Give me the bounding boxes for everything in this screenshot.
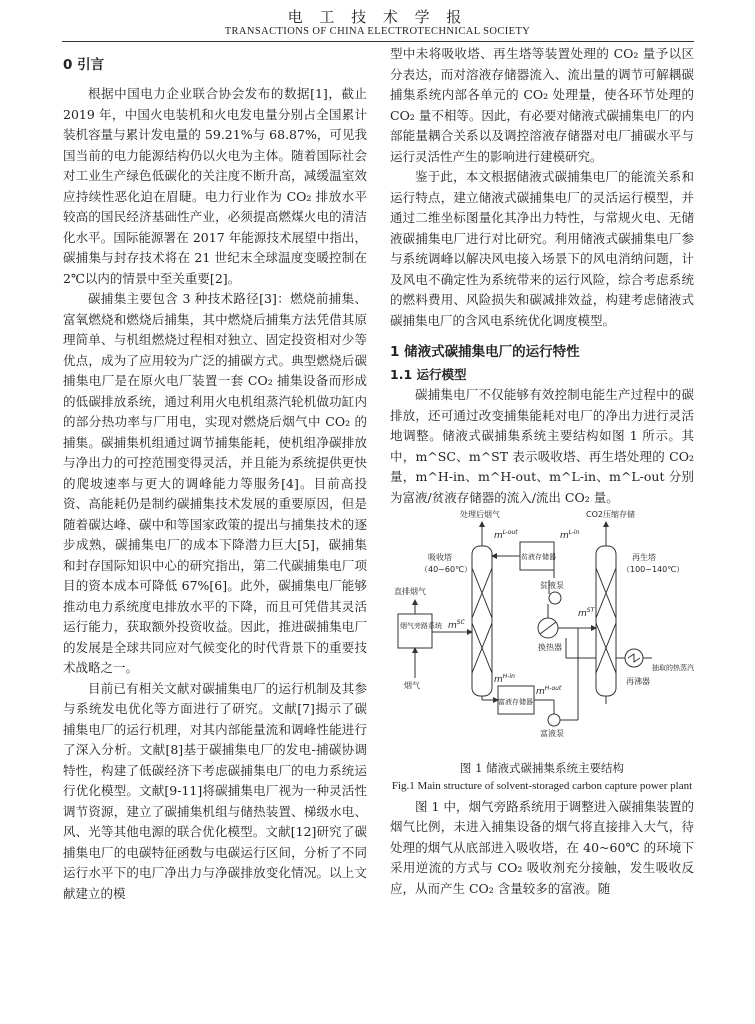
lean-pump	[549, 592, 561, 604]
journal-title-cn: 电 工 技 术 学 报	[287, 8, 468, 26]
paragraph: 型中未将吸收塔、再生塔等装置处理的 CO₂ 量予以区分表达，而对溶液存储器流入、流出量的调节可解耦碳捕集系统内部各单元的 CO₂ 处理量，使各环节处理的 CO₂ 量不相等。因此，有必要对储液式碳捕集电厂的内部能量耦合关系以及调控溶液存储器对电厂捕碳水平与运行灵活性产生的影响进行建模研究。	[390, 46, 694, 164]
paragraph: 碳捕集电厂不仅能够有效控制电能生产过程中的碳排放，还可通过改变捕集能耗对电厂的净出力进行灵活地调整。储液式碳捕集系统主要结构如图 1 所示。其中，m^SC、m^ST 表示吸收塔、再生塔处理的 CO₂ 量，m^H-in、m^H-out、m^L-in、m^L-out 分别为富液/贫液存储器的流入/流出 CO₂ 量。	[390, 387, 694, 505]
label-rich-tank: 富液存储器	[498, 698, 533, 706]
m-hout: $m^{H-out}$	[536, 685, 562, 697]
absorber-column	[472, 546, 492, 696]
figure-caption-en: Fig.1 Main structure of solvent-storaged carbon capture power plant	[391, 779, 693, 792]
paragraph: 鉴于此，本文根据储液式碳捕集电厂的能流关系和运行特点，建立储液式碳捕集电厂的灵活运行模型，并通过二维坐标图量化其净出力特性，与常规火电、无储液碳捕集电厂进行对比研究。利用储液式碳捕集电厂参与系统调峰以解决风电接入场景下的风电消纳问题，计及风电不确定性为系统带来的运行风险，综合考虑系统的燃料费用、风险损失和碳减排效益，构建考虑储液式碳捕集电厂的含风电系统优化调度模型。	[390, 169, 694, 328]
label-heat-exchanger: 换热器	[538, 643, 562, 652]
label-absorber: 吸收塔	[428, 553, 452, 562]
subsection-heading-1-1: 1.1 运行模型	[390, 367, 467, 382]
label-treated-flue: 处理后烟气	[460, 510, 500, 519]
m-sc: $m^{SC}$	[448, 619, 465, 631]
label-regenerator: 再生塔	[632, 553, 656, 562]
regenerator-column	[596, 546, 616, 696]
rich-pump	[548, 714, 560, 726]
label-reboiler: 再沸器	[626, 677, 650, 686]
paragraph: 碳捕集主要包含 3 种技术路径[3]：燃烧前捕集、富氧燃烧和燃烧后捕集，其中燃烧后捕集方法凭借其原理简单、与机组燃烧过程相对独立、固定投资相对少等优点，成为了应用较为广泛的捕碳方式。典型燃烧后碳捕集电厂是在原火电厂装置一套 CO₂ 捕集设备而形成的低碳排放系统，通过利用火电机组蒸汽轮机做功缸内的部分热功率与厂用电，实现对燃烧后烟气中 CO₂ 的捕集。碳捕集机组通过调节捕集能耗，使机组净碳排放与净出力的可控范围变得灵活，并且能为系统提供更快的爬坡速率与更大的调峰能力等服务[4]。目前高投资、高能耗仍是制约碳捕集技术发展的重要原因，但是随着碳达峰、碳中和等国家政策的提出与捕集技术的逐步成熟，碳捕集电厂的成本下降潜力巨大[5]，碳捕集和封存国际知识中心的研究指出，第二代碳捕集电厂项目的资本成本可降低 67%[6]。此外，碳捕集电厂能够推动电力系统度电排放水平的下降，而且可凭借其灵活运行能力，获取额外投资收益。因此，推进碳捕集电厂的发展是全球共同应对气候变化的时代背景下的重要技术战略之一。	[63, 291, 367, 675]
m-st: $m^{ST}$	[578, 607, 595, 619]
label-flue: 烟气	[404, 681, 420, 690]
label-lean-tank: 贫液存储器	[521, 553, 556, 561]
paragraph: 图 1 中，烟气旁路系统用于调整进入碳捕集装置的烟气比例，未进入捕集设备的烟气将直接排入大气，待处理的烟气从底部进入吸收塔，在 40~60℃ 的环境下采用逆流的方式与 CO₂ 吸收剂充分接触，发生吸收反应，从而产生 CO₂ 含量较多的富液。随	[390, 798, 694, 896]
header-rule	[62, 41, 694, 42]
section-heading-1: 1 储液式碳捕集电厂的运行特性	[390, 344, 580, 360]
label-rich-pump: 富液泵	[540, 729, 564, 738]
paragraph: 目前已有相关文献对碳捕集电厂的运行机制及其参与系统发电优化等方面进行了研究。文献[7]揭示了碳捕集电厂的运行机理，对其内部能量流和调峰性能进行了深入分析。文献[8]基于碳捕集电厂的发电-捕碳协调特性，构建了低碳经济下考虑碳捕集电厂的电力系统运行优化模型。文献[9-11]将碳捕集电厂视为一种灵活性调节资源，建立了碳捕集机组与储热装置、梯级水电、风、光等其他电源的联合优化模型。文献[12]研究了碳捕集电厂的电碳特征函数与电碳运行区间，分析了不同运行水平下的电厂净出力与净碳排放变化情况。以上文献建立的模	[63, 680, 367, 901]
paragraph: 根据中国电力企业联合协会发布的数据[1]，截止 2019 年，中国火电装机和火电发电量分别占全国累计装机容量与累计发电量的 59.21%与 68.87%，可见我国当前的电力能源结构仍以火电为主体。随着国际社会对工业生产绿色低碳化的关注度不断升高，减缓温室效应持续性恶化迫在眉睫。电力行业作为 CO₂ 排放水平较高的国民经济基础性产业，必须提高燃煤火电的清洁化水平。国际能源署在 2017 年能源技术展望中指出，碳捕集与封存技术将在 21 世纪末全球温度变暖控制在 2℃以内的情景中至关重要[2]。	[63, 86, 367, 286]
figure-caption-cn: 图 1 储液式碳捕集系统主要结构	[459, 760, 625, 775]
left-column	[63, 44, 367, 904]
right-column	[390, 44, 694, 899]
label-steam: 抽取的热蒸汽	[652, 664, 694, 672]
label-absorber-temp: （40~60℃）	[420, 565, 473, 574]
m-lin: $m^{L-in}$	[560, 529, 580, 541]
section-heading-intro: 0 引言	[63, 57, 105, 73]
bypass-box	[398, 614, 432, 648]
label-lean-pump: 贫液泵	[540, 581, 564, 590]
label-regen-temp: （100~140℃）	[622, 565, 685, 574]
m-lout: $m^{L-out}$	[494, 529, 518, 541]
label-bypass: 烟气旁路系统	[400, 622, 442, 630]
label-co2-storage: CO2压缩存储	[586, 510, 635, 519]
journal-title-en: TRANSACTIONS OF CHINA ELECTROTECHNICAL SOCIETY	[224, 26, 531, 37]
figure-1-diagram	[390, 508, 694, 748]
m-hin: $m^{H-in}$	[494, 673, 515, 685]
label-direct-flue: 直排烟气	[394, 587, 426, 596]
